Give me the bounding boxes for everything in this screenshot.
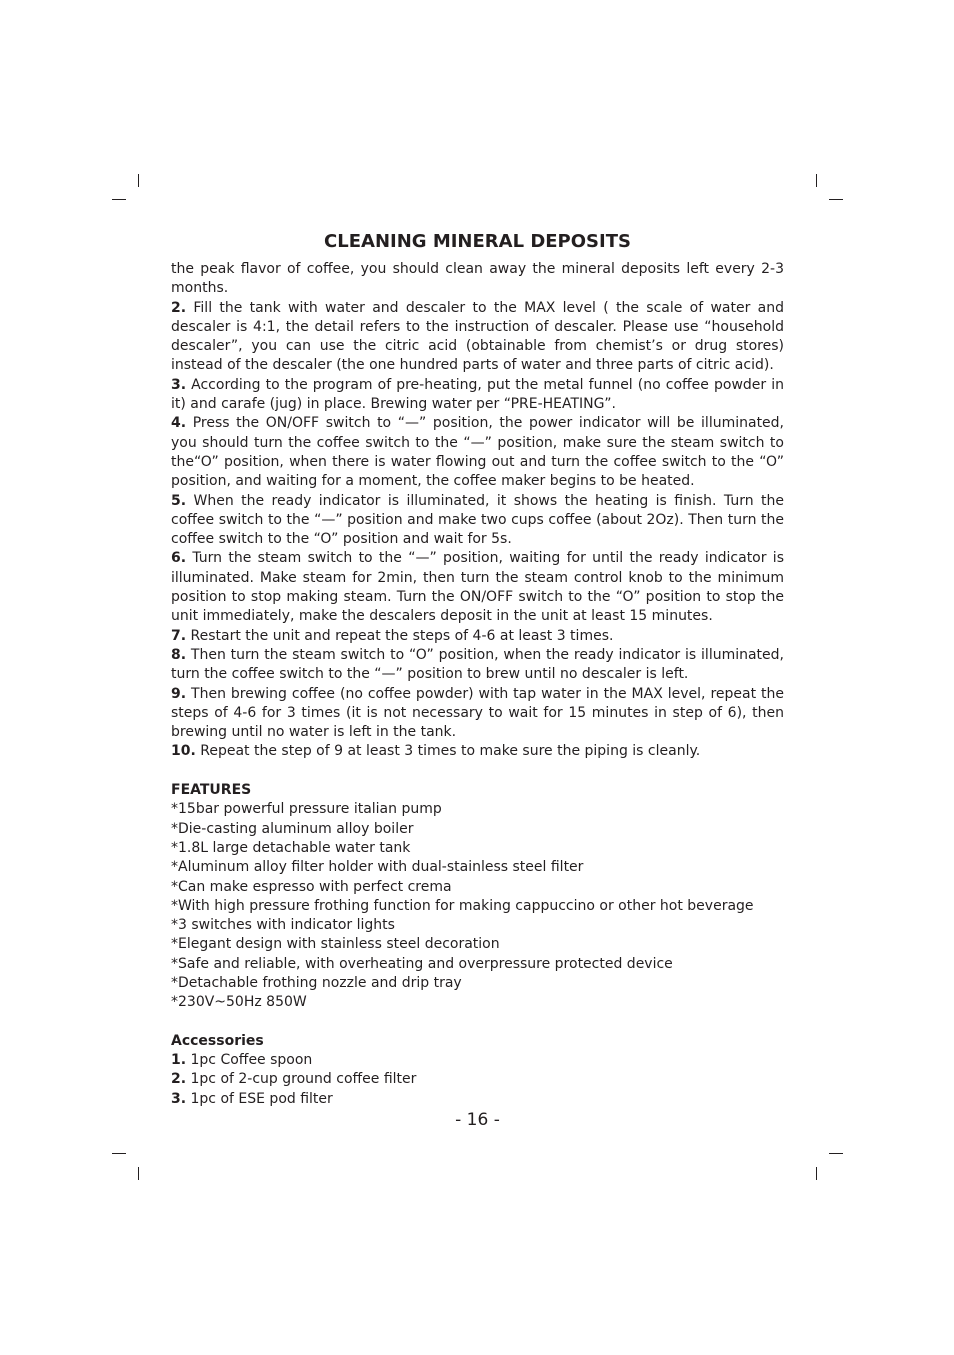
step-text: When the ready indicator is illuminated, it shows the heating is finish. Turn the coffee switch to the “—” position and make two cups coffee (about 2Oz). Then turn the coffee switch to the “O” position and wait for 5s. (171, 492, 784, 548)
accessory-item (171, 1051, 784, 1070)
feature-item: *Detachable frothing nozzle and drip tray (171, 974, 462, 991)
feature-item: *With high pressure frothing function for making cappuccino or other hot beverage (171, 897, 754, 914)
feature-item: *Die-casting aluminum alloy boiler (171, 820, 414, 837)
step-number: 8. (171, 646, 187, 663)
step-text: According to the program of pre-heating, put the metal funnel (no coffee powder in it) and carafe (jug) in place. Brewing water per “PRE-HEATING”. (171, 376, 784, 413)
accessory-text: 1pc Coffee spoon (190, 1052, 313, 1069)
step-item (171, 376, 784, 415)
accessory-item (171, 1070, 784, 1089)
step-number: 9. (171, 685, 187, 702)
crop-mark-bottom-right (829, 1153, 843, 1154)
step-item (171, 742, 784, 761)
page-title: CLEANING MINERAL DEPOSITS (324, 231, 631, 252)
crop-mark-bottom-right (816, 1167, 817, 1180)
step-item (171, 492, 784, 550)
step-item (171, 414, 784, 491)
step-text: Fill the tank with water and descaler to the MAX level ( the scale of water and descaler is 4:1, the detail refers to the instruction of descaler. Please use “household descaler”, you can use the citric acid (obtainable from chemist’s or drug stores) instead of the descaler (the one hundred parts of water and three parts of citric acid). (171, 299, 784, 374)
step-item (171, 646, 784, 685)
page-number: - 16 - (455, 1110, 500, 1130)
step-number: 7. (171, 627, 187, 644)
spacer (171, 762, 784, 781)
feature-item: *Elegant design with stainless steel decoration (171, 936, 500, 953)
step-item (171, 627, 784, 646)
crop-mark-top-left (112, 199, 126, 200)
step-number: 10. (171, 743, 196, 760)
feature-item: *3 switches with indicator lights (171, 917, 395, 934)
intro-paragraph: the peak flavor of coffee, you should clean away the mineral deposits left every 2-3 months. (171, 261, 784, 297)
crop-mark-bottom-left (112, 1153, 126, 1154)
step-text: Then brewing coffee (no coffee powder) with tap water in the MAX level, repeat the steps of 4-6 for 3 times (it is not necessary to wait for 15 minutes in step of 6), then brewing until no water is left in the tank. (171, 685, 785, 741)
step-text: Press the ON/OFF switch to “—” position, the power indicator will be illuminated, you should turn the coffee switch to the “—” position, make sure the steam switch to the“O” position, when there is water flowing out and turn the coffee switch to the “O” position, and waiting for a moment, the coffee maker begins to be heated. (171, 415, 785, 490)
step-text: Restart the unit and repeat the steps of 4-6 at least 3 times. (190, 627, 614, 644)
spacer (171, 1013, 784, 1032)
features-heading: FEATURES (171, 782, 252, 799)
accessory-item (171, 1090, 784, 1109)
accessory-text: 1pc of ESE pod filter (190, 1090, 333, 1107)
step-item (171, 685, 784, 743)
accessory-number: 2. (171, 1071, 187, 1088)
step-text: Repeat the step of 9 at least 3 times to make sure the piping is cleanly. (200, 743, 701, 760)
accessory-number: 3. (171, 1090, 187, 1107)
step-item (171, 549, 784, 626)
accessories-heading: Accessories (171, 1032, 264, 1049)
feature-item: *15bar powerful pressure italian pump (171, 801, 442, 818)
step-number: 4. (171, 415, 187, 432)
step-text: Turn the steam switch to the “—” position, waiting for until the ready indicator is illuminated. Make steam for 2min, then turn the steam control knob to the minimum position to stop making steam. Turn the ON/OFF switch to the “O” position to stop the unit immediately, make the descalers deposit in the unit at least 15 minutes. (171, 550, 784, 625)
step-number: 3. (171, 376, 187, 393)
step-text: Then turn the steam switch to “O” position, when the ready indicator is illuminated, turn the coffee switch to the “—” position to brew until no descaler is left. (171, 646, 784, 683)
crop-mark-top-right (829, 199, 843, 200)
document-body (171, 260, 784, 1109)
crop-mark-bottom-left (138, 1167, 139, 1180)
step-number: 2. (171, 299, 187, 316)
step-item (171, 299, 784, 376)
feature-item: *1.8L large detachable water tank (171, 839, 411, 856)
step-number: 5. (171, 492, 187, 509)
crop-mark-top-left (138, 174, 139, 187)
feature-item: *Aluminum alloy filter holder with dual-stainless steel filter (171, 859, 584, 876)
feature-item: *Safe and reliable, with overheating and overpressure protected device (171, 955, 673, 972)
accessory-number: 1. (171, 1052, 187, 1069)
accessory-text: 1pc of 2-cup ground coffee filter (190, 1071, 417, 1088)
feature-item: *230V~50Hz 850W (171, 994, 307, 1011)
step-number: 6. (171, 550, 187, 567)
crop-mark-top-right (816, 174, 817, 187)
feature-item: *Can make espresso with perfect crema (171, 878, 452, 895)
